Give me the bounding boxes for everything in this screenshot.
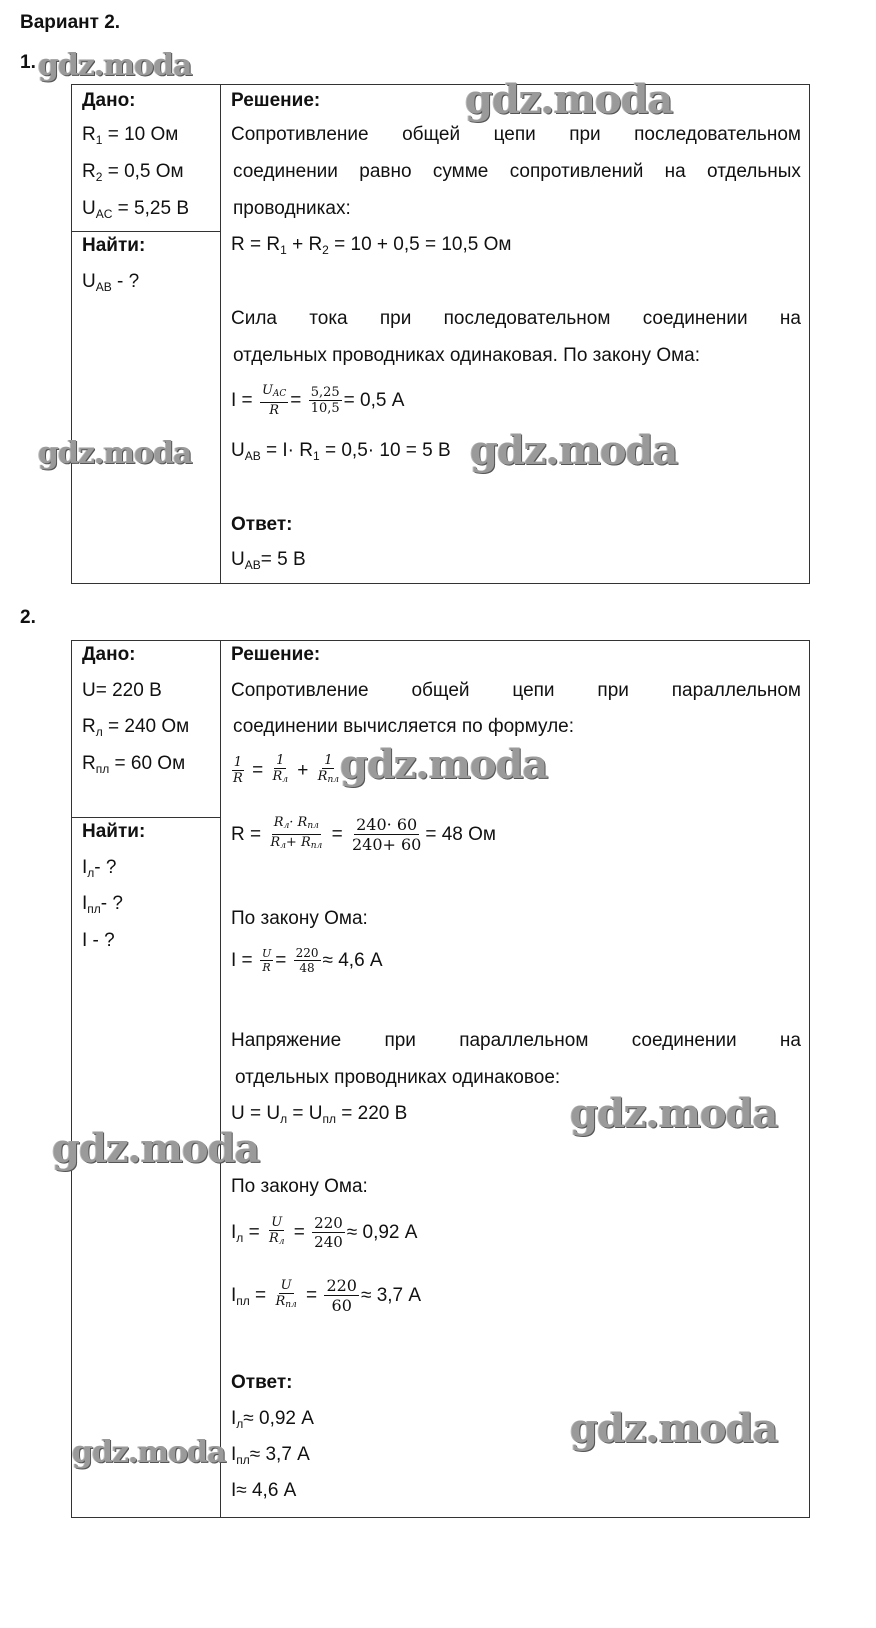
- answer-item: $I_л\approx 0,92$ А: [231, 1408, 314, 1431]
- problem-1-number: 1.: [20, 52, 36, 73]
- formula-voltage: $U_{AB} = I\cdot R_1 = 0,5\cdot 10 = 5$ В: [231, 440, 451, 463]
- solution-text: Сопротивление общей цепи при параллельном: [231, 680, 801, 701]
- given-item: $R_{пл} = 60$ Ом: [82, 753, 186, 776]
- watermark-logo: gdz.moda: [38, 48, 192, 83]
- answer-item: I≈ 4,6 А: [231, 1480, 297, 1501]
- solution-text: Напряжение при параллельном соединении на: [231, 1030, 801, 1051]
- answer-header: Ответ:: [231, 514, 293, 535]
- column-divider: [220, 85, 221, 583]
- watermark-logo: gdz.moda: [340, 741, 548, 788]
- watermark-logo: gdz.moda: [38, 436, 192, 471]
- answer-item: $I_{пл}\approx 3,7$ А: [231, 1444, 310, 1467]
- formula-current-tile: $I_{пл}$ = $\frac{U}{R_{пл}}$ = $\frac{220}{60}$ ≈ 3,7 А: [231, 1276, 422, 1316]
- solution-text: Сопротивление общей цепи при последовательном: [231, 124, 801, 145]
- problem-2-number: 2.: [20, 607, 36, 628]
- row-divider: [72, 817, 220, 818]
- given-header: Дано:: [82, 90, 136, 111]
- solution-text: соединении вычисляется по формуле:: [233, 716, 575, 737]
- formula-parallel: $\frac{1}{R}$ = $\frac{1}{R_л}$ + $\frac{1}{R_{пл}}$: [233, 753, 339, 787]
- watermark-logo: gdz.moda: [72, 1435, 226, 1470]
- solution-text: По закону Ома:: [231, 1176, 368, 1197]
- given-header: Дано:: [82, 644, 136, 665]
- solution-text: отдельных проводниках одинаковая. По закону Ома:: [233, 345, 701, 366]
- formula-current: I = $\frac{U}{R}$ = $\frac{220}{48}$ ≈ 4,6 А: [231, 946, 383, 976]
- watermark-logo: gdz.moda: [470, 427, 678, 474]
- solution-header: Решение:: [231, 644, 321, 665]
- find-header: Найти:: [82, 821, 146, 842]
- variant-title: Вариант 2.: [20, 12, 121, 33]
- column-divider: [220, 641, 221, 1517]
- find-item: $U_{AB}$ - ?: [82, 271, 140, 294]
- solution-text: проводниках:: [233, 198, 351, 219]
- find-header: Найти:: [82, 235, 146, 256]
- given-item: $R_л = 240$ Ом: [82, 716, 190, 739]
- find-item: $I_{пл}-$ ?: [82, 893, 123, 916]
- solution-text: По закону Ома:: [231, 908, 368, 929]
- watermark-logo: gdz.moda: [465, 76, 673, 123]
- find-item: I - ?: [82, 930, 115, 951]
- given-item: $U_{AC} = 5,25$ В: [82, 198, 189, 221]
- solution-header: Решение:: [231, 90, 321, 111]
- row-divider: [72, 231, 220, 232]
- watermark-logo: gdz.moda: [52, 1125, 260, 1172]
- formula-current: I = $\frac{U_{AC}}{R}$ = $\frac{5,25}{10,5}$ = 0,5 А: [231, 383, 405, 419]
- solution-text: Сила тока при последовательном соединении на: [231, 308, 801, 329]
- formula-current-lamp: $I_л$ = $\frac{U}{R_л}$ = $\frac{220}{240}$ ≈ 0,92 А: [231, 1214, 418, 1252]
- watermark-logo: gdz.moda: [570, 1090, 778, 1137]
- answer-header: Ответ:: [231, 1372, 293, 1393]
- solution-text: соединении равно сумме сопротивлений на отдельных: [233, 161, 801, 182]
- formula-total-resistance: R = $\frac{R_л\cdot R_{пл}}{R_л+ R_{пл}}$ = $\frac{240\cdot 60}{240+ 60}$ = 48 Ом: [231, 815, 496, 855]
- formula-voltage: $U = U_л = U_{пл} = 220$ В: [231, 1103, 408, 1126]
- problem-1-table: [71, 84, 810, 584]
- solution-text: отдельных проводниках одинаковое:: [235, 1067, 561, 1088]
- watermark-logo: gdz.moda: [570, 1405, 778, 1452]
- formula-resistance: $R = R_1 + R_2 = 10 + 0,5 = 10,5$ Ом: [231, 234, 512, 257]
- find-item: $I_л-$ ?: [82, 857, 117, 880]
- given-item: $R_2 = 0,5$ Ом: [82, 161, 184, 184]
- given-item: $R_1 = 10$ Ом: [82, 124, 179, 147]
- answer-item: $U_{AB}= 5$ В: [231, 549, 306, 572]
- given-item: U= 220 В: [82, 680, 162, 701]
